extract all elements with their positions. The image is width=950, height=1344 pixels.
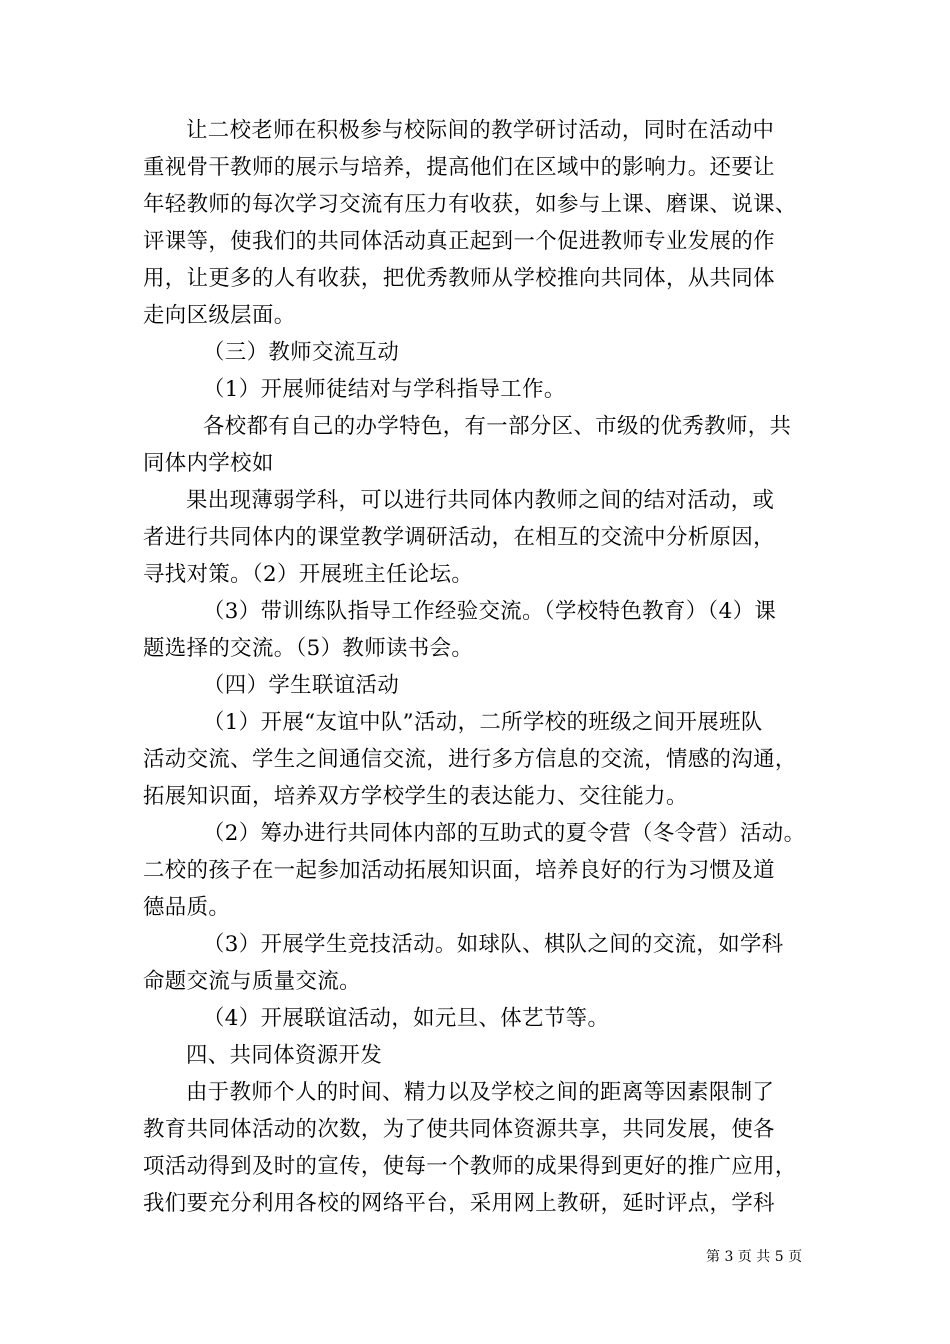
text-line: 评课等，使我们的共同体活动真正起到一个促进教师专业发展的作 [143, 229, 775, 254]
text-line: 走向区级层面。 [143, 303, 296, 328]
text-line: 重视骨干教师的展示与培养，提高他们在区域中的影响力。还要让 [143, 155, 775, 180]
text-line: 让二校老师在积极参与校际间的教学研讨活动，同时在活动中 [186, 118, 775, 143]
text-line: 项活动得到及时的宣传，使每一个教师的成果得到更好的推广应用， [143, 1154, 797, 1179]
text-line: （3）带训练队指导工作经验交流。（学校特色教育）（4）课 [203, 599, 777, 624]
text-line: （4）开展联谊活动，如元旦、体艺节等。 [203, 1006, 610, 1031]
text-line: 者进行共同体内的课堂教学调研活动，在相互的交流中分析原因， [143, 525, 775, 550]
text-line: 用，让更多的人有收获，把优秀教师从学校推向共同体，从共同体 [143, 266, 775, 291]
text-line: 各校都有自己的办学特色，有一部分区、市级的优秀教师，共 [203, 414, 792, 439]
text-line: 二校的孩子在一起参加活动拓展知识面，培养良好的行为习惯及道 [143, 858, 775, 883]
text-line: 年轻教师的每次学习交流有压力有收获，如参与上课、磨课、说课、 [143, 192, 797, 217]
text-line: 由于教师个人的时间、精力以及学校之间的距离等因素限制了 [186, 1080, 775, 1105]
section-heading: （三）教师交流互动 [203, 340, 400, 365]
section-heading: （四）学生联谊活动 [203, 673, 400, 698]
page-number: 第 3 页 共 5 页 [706, 1249, 803, 1265]
text-line: 德品质。 [143, 895, 231, 920]
text-line: （1）开展“友谊中队”活动，二所学校的班级之间开展班队 [203, 710, 763, 735]
text-line: 同体内学校如 [143, 451, 274, 476]
text-line: 教育共同体活动的次数，为了使共同体资源共享，共同发展，使各 [143, 1117, 775, 1142]
text-line: （3）开展学生竞技活动。如球队、棋队之间的交流，如学科 [203, 932, 784, 957]
text-line: 活动交流、学生之间通信交流，进行多方信息的交流，情感的沟通， [143, 747, 797, 772]
text-line: 拓展知识面，培养双方学校学生的表达能力、交往能力。 [143, 784, 688, 809]
text-line: （2）筹办进行共同体内部的互助式的夏令营（冬令营）活动。 [203, 821, 806, 846]
text-line: 寻找对策。（2）开展班主任论坛。 [143, 562, 474, 587]
text-line: 题选择的交流。（5）教师读书会。 [143, 636, 474, 661]
text-line: 命题交流与质量交流。 [143, 969, 361, 994]
text-line: 果出现薄弱学科，可以进行共同体内教师之间的结对活动，或 [186, 488, 775, 513]
text-line: （1）开展师徒结对与学科指导工作。 [203, 377, 566, 402]
text-line: 我们要充分利用各校的网络平台，采用网上教研，延时评点，学科 [143, 1191, 775, 1216]
section-heading: 四、共同体资源开发 [186, 1043, 383, 1068]
